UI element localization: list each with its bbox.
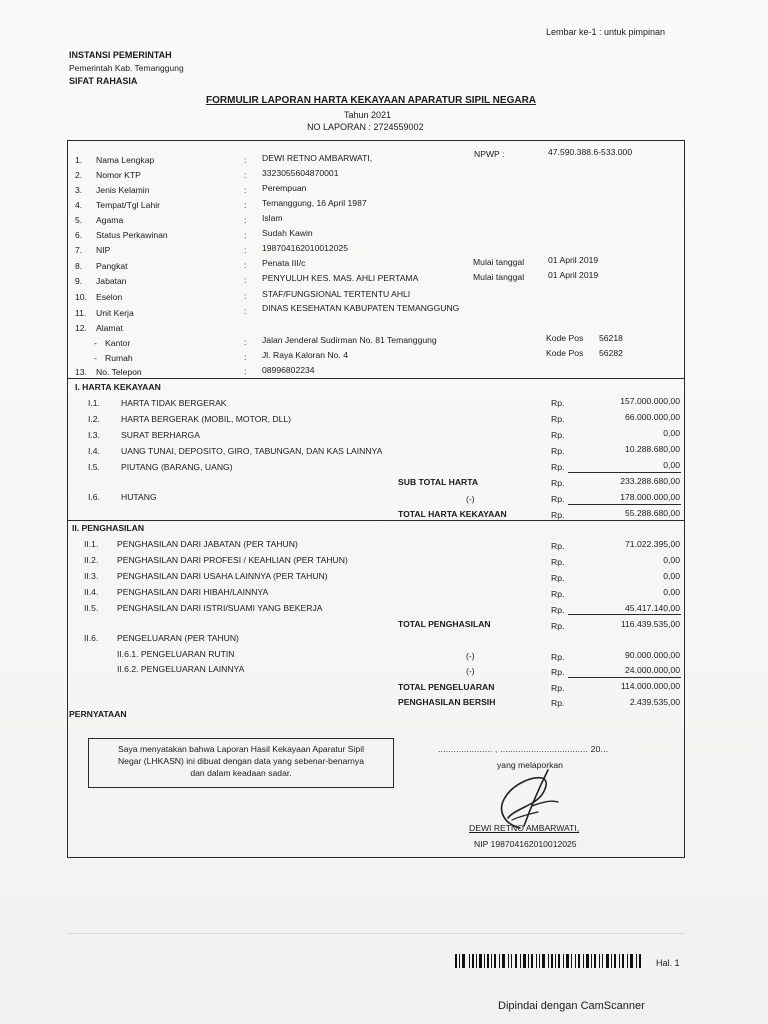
income-code: II.1. xyxy=(84,539,99,549)
routine-expense-label: II.6.1. PENGELUARAN RUTIN xyxy=(117,649,235,659)
total-income: 116.439.535,00 xyxy=(620,619,680,629)
debt-code: I.6. xyxy=(88,492,100,502)
total-assets: 55.288.680,00 xyxy=(625,508,680,518)
sheet-label: Lembar ke-1 : untuk pimpinan xyxy=(546,27,666,37)
home-postcode: 56282 xyxy=(599,348,623,358)
statement-heading: PERNYATAAN xyxy=(69,709,127,719)
identity-no: 12. xyxy=(75,323,87,333)
reporter-label: yang melaporkan xyxy=(497,760,563,770)
asset-label: UANG TUNAI, DEPOSITO, GIRO, TABUNGAN, DAN KAS LAINNYA xyxy=(121,446,383,456)
total-expense-label: TOTAL PENGELUARAN xyxy=(398,682,495,692)
assets-heading: I. HARTA KEKAYAAN xyxy=(75,382,161,392)
currency-label: Rp. xyxy=(551,698,565,708)
identity-value-marital: Sudah Kawin xyxy=(262,228,313,238)
npwp-label: NPWP : xyxy=(474,149,505,159)
section-divider xyxy=(67,378,685,379)
statement-line: Saya menyatakan bahwa Laporan Hasil Kekayaan Aparatur Sipil xyxy=(117,744,365,754)
identity-colon: : xyxy=(244,275,247,285)
identity-colon: : xyxy=(244,337,247,347)
identity-no: 1. xyxy=(75,155,83,165)
identity-no: 3. xyxy=(75,185,83,195)
total-assets-label: TOTAL HARTA KEKAYAAN xyxy=(398,509,507,519)
identity-no: 13. xyxy=(75,367,87,377)
currency-label: Rp. xyxy=(551,605,565,615)
identity-value-office-address: Jalan Jenderal Sudirman No. 81 Temanggung xyxy=(262,335,437,345)
asset-code: I.4. xyxy=(88,446,100,456)
income-label: PENGHASILAN DARI PROFESI / KEAHLIAN (PER TAHUN) xyxy=(117,555,348,565)
identity-colon: : xyxy=(244,215,247,225)
identity-value-religion: Islam xyxy=(262,213,283,223)
net-income-label: PENGHASILAN BERSIH xyxy=(398,697,496,707)
date-line: ..................... , .................................. 20... xyxy=(438,744,609,754)
identity-no: 7. xyxy=(75,245,83,255)
expense-code: II.6. xyxy=(84,633,99,643)
asset-amount: 157.000.000,00 xyxy=(620,396,680,406)
secrecy-label: SIFAT RAHASIA xyxy=(69,76,138,86)
asset-subtotal: 233.288.680,00 xyxy=(620,476,680,486)
currency-label: Rp. xyxy=(551,683,565,693)
income-amount: 0,00 xyxy=(663,571,680,581)
currency-label: Rp. xyxy=(551,589,565,599)
identity-label: Nomor KTP xyxy=(96,170,141,180)
npwp-value: 47.590.388.6-533.000 xyxy=(548,147,633,157)
signer-nip: NIP 198704162010012025 xyxy=(474,839,577,849)
income-code: II.4. xyxy=(84,587,99,597)
subtotal-label: SUB TOTAL HARTA xyxy=(398,477,479,487)
barcode-image xyxy=(455,954,641,968)
currency-label: Rp. xyxy=(551,462,565,472)
income-amount: 0,00 xyxy=(663,555,680,565)
currency-label: Rp. xyxy=(551,446,565,456)
sum-underline xyxy=(568,472,681,473)
identity-colon: : xyxy=(244,155,247,165)
form-year: Tahun 2021 xyxy=(344,110,392,120)
identity-value-nip: 198704162010012025 xyxy=(262,243,349,253)
identity-value-unit: DINAS KESEHATAN KABUPATEN TEMANGGUNG xyxy=(262,303,460,313)
income-amount: 71.022.395,00 xyxy=(625,539,680,549)
identity-label: Kantor xyxy=(105,338,131,348)
income-label: PENGHASILAN DARI ISTRI/SUAMI YANG BEKERJA xyxy=(117,603,323,613)
identity-label: No. Telepon xyxy=(96,367,142,377)
asset-amount: 66.000.000,00 xyxy=(625,412,680,422)
minus-sign: (-) xyxy=(466,666,475,676)
identity-value-rank: Penata III/c xyxy=(262,258,306,268)
currency-label: Rp. xyxy=(551,430,565,440)
income-code: II.2. xyxy=(84,555,99,565)
income-code: II.5. xyxy=(84,603,99,613)
identity-label: Nama Lengkap xyxy=(96,155,155,165)
identity-colon: : xyxy=(244,245,247,255)
debt-label: HUTANG xyxy=(121,492,157,502)
statement-box xyxy=(88,738,394,788)
income-label: PENGHASILAN DARI JABATAN (PER TAHUN) xyxy=(117,539,298,549)
identity-colon: : xyxy=(244,352,247,362)
identity-value-echelon: STAF/FUNGSIONAL TERTENTU AHLI xyxy=(262,289,411,299)
income-amount: 0,00 xyxy=(663,587,680,597)
identity-label: Jabatan xyxy=(96,276,127,286)
minus-sign: (-) xyxy=(466,651,475,661)
sum-underline xyxy=(568,677,681,678)
postcode-label: Kode Pos xyxy=(546,348,584,358)
identity-colon: : xyxy=(244,366,247,376)
income-heading: II. PENGHASILAN xyxy=(72,523,145,533)
income-amount: 45.417.140,00 xyxy=(625,603,680,613)
signer-name: DEWI RETNO AMBARWATI, xyxy=(469,823,580,833)
currency-label: Rp. xyxy=(551,667,565,677)
total-income-label: TOTAL PENGHASILAN xyxy=(398,619,491,629)
page-number: Hal. 1 xyxy=(656,958,680,968)
address-dash: - xyxy=(94,353,97,363)
identity-value-birth: Temanggung, 16 April 1987 xyxy=(262,198,367,208)
asset-label: PIUTANG (BARANG, UANG) xyxy=(121,462,233,472)
agency-name: INSTANSI PEMERINTAH xyxy=(69,50,172,60)
section-divider xyxy=(67,520,685,521)
identity-label: Eselon xyxy=(96,292,123,302)
currency-label: Rp. xyxy=(551,621,565,631)
asset-code: I.1. xyxy=(88,398,100,408)
report-number: NO LAPORAN : 2724559002 xyxy=(307,122,424,132)
sum-underline xyxy=(568,614,681,615)
other-expense-label: II.6.2. PENGELUARAN LAINNYA xyxy=(117,664,245,674)
currency-label: Rp. xyxy=(551,398,565,408)
identity-colon: : xyxy=(244,306,247,316)
other-expense: 24.000.000,00 xyxy=(625,665,680,675)
identity-colon: : xyxy=(244,185,247,195)
identity-colon: : xyxy=(244,200,247,210)
identity-value-name: DEWI RETNO AMBARWATI, xyxy=(262,153,373,163)
scanner-watermark: Dipindai dengan CamScanner xyxy=(498,1000,645,1012)
statement-line: Negar (LHKASN) ini dibuat dengan data yang sebenar-benarnya xyxy=(117,756,365,766)
identity-no: 9. xyxy=(75,276,83,286)
identity-label: Unit Kerja xyxy=(96,308,134,318)
identity-label: Tempat/Tgl Lahir xyxy=(96,200,161,210)
currency-label: Rp. xyxy=(551,652,565,662)
currency-label: Rp. xyxy=(551,557,565,567)
currency-label: Rp. xyxy=(551,541,565,551)
identity-label: Pangkat xyxy=(96,261,128,271)
rank-since-label: Mulai tanggal xyxy=(473,257,525,267)
asset-amount: 0,00 xyxy=(663,428,680,438)
address-dash: - xyxy=(94,338,97,348)
identity-value-phone: 08996802234 xyxy=(262,365,315,375)
currency-label: Rp. xyxy=(551,414,565,424)
identity-colon: : xyxy=(244,291,247,301)
income-code: II.3. xyxy=(84,571,99,581)
debt-amount: 178.000.000,00 xyxy=(620,492,680,502)
identity-label: Status Perkawinan xyxy=(96,230,168,240)
currency-label: Rp. xyxy=(551,510,565,520)
identity-no: 6. xyxy=(75,230,83,240)
currency-label: Rp. xyxy=(551,478,565,488)
statement-line: dan dalam keadaan sadar. xyxy=(190,768,292,778)
asset-label: HARTA BERGERAK (MOBIL, MOTOR, DLL) xyxy=(121,414,291,424)
position-since-label: Mulai tanggal xyxy=(473,272,525,282)
income-label: PENGHASILAN DARI HIBAH/LAINNYA xyxy=(117,587,269,597)
routine-expense: 90.000.000,00 xyxy=(625,650,680,660)
asset-amount: 10.288.680,00 xyxy=(625,444,680,454)
identity-label: Rumah xyxy=(105,353,133,363)
sum-underline xyxy=(568,504,681,505)
agency-subname: Pemerintah Kab. Temanggung xyxy=(69,63,184,73)
minus-sign: (-) xyxy=(466,494,475,504)
net-income: 2.439.535,00 xyxy=(629,697,680,707)
identity-no: 10. xyxy=(75,292,87,302)
identity-no: 11. xyxy=(75,308,87,318)
rank-since-date: 01 April 2019 xyxy=(548,255,599,265)
identity-value-ktp: 3323055604870001 xyxy=(262,168,339,178)
identity-value-home-address: Jl. Raya Kaloran No. 4 xyxy=(262,350,348,360)
identity-colon: : xyxy=(244,230,247,240)
expense-label: PENGELUARAN (PER TAHUN) xyxy=(117,633,239,643)
total-expense: 114.000.000,00 xyxy=(620,681,680,691)
asset-code: I.2. xyxy=(88,414,100,424)
identity-no: 2. xyxy=(75,170,83,180)
identity-no: 4. xyxy=(75,200,83,210)
asset-label: SURAT BERHARGA xyxy=(121,430,200,440)
identity-label: Jenis Kelamin xyxy=(96,185,150,195)
identity-label: NIP xyxy=(96,245,111,255)
asset-code: I.5. xyxy=(88,462,100,472)
identity-colon: : xyxy=(244,170,247,180)
identity-no: 8. xyxy=(75,261,83,271)
identity-label: Alamat xyxy=(96,323,123,333)
currency-label: Rp. xyxy=(551,573,565,583)
asset-amount: 0,00 xyxy=(663,460,680,470)
identity-value-gender: Perempuan xyxy=(262,183,307,193)
asset-code: I.3. xyxy=(88,430,100,440)
identity-no: 5. xyxy=(75,215,83,225)
identity-colon: : xyxy=(244,260,247,270)
form-title: FORMULIR LAPORAN HARTA KEKAYAAN APARATUR SIPIL NEGARA xyxy=(206,95,537,106)
postcode-label: Kode Pos xyxy=(546,333,584,343)
footer-rule xyxy=(66,933,686,934)
position-since-date: 01 April 2019 xyxy=(548,270,599,280)
asset-label: HARTA TIDAK BERGERAK xyxy=(121,398,227,408)
identity-value-position: PENYULUH KES. MAS. AHLI PERTAMA xyxy=(262,273,419,283)
identity-label: Agama xyxy=(96,215,124,225)
income-label: PENGHASILAN DARI USAHA LAINNYA (PER TAHUN) xyxy=(117,571,328,581)
office-postcode: 56218 xyxy=(599,333,623,343)
currency-label: Rp. xyxy=(551,494,565,504)
